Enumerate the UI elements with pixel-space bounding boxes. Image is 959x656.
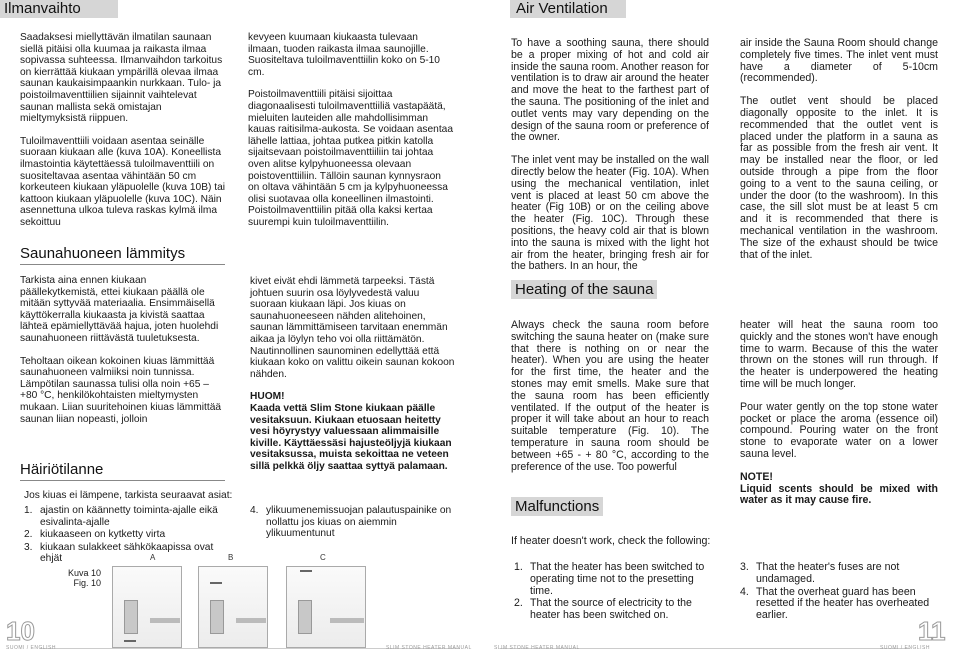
faults-list-fi-1 <box>24 505 229 566</box>
heading-heating-of-the-sauna: Heating of the sauna <box>511 281 657 299</box>
heading-air-ventilation: Air Ventilation <box>516 0 608 17</box>
list-item: 3. That the heater's fuses are not undamaged. <box>740 561 900 585</box>
paragraph: Tarkista aina ennen kiukaan päällekytkemistä, ettei kiukaan päällä ole mitään syttyvää materiaalia. Ensimmäisellä käyttökerralla kiukaasta ja kivistä saattaa lähteä epämiellyttävää hajua, joten huolehdi saunahuoneen riittävästä tuuletuksesta. <box>20 275 219 344</box>
figure-label-b: B <box>228 553 234 562</box>
figure-label-c: C <box>320 553 326 562</box>
paragraph: heater will heat the sauna room too quickly and the stones won't have enough time to warm. Because of this the water thrown on the stones will run through. If the heater is underpowered the heating time will be much longer. <box>740 319 938 390</box>
airflow-arrow-icon <box>124 640 136 642</box>
airflow-arrow-icon <box>210 582 222 584</box>
paragraph: Always check the sauna room before switching the sauna heater on (make sure that there is nothing on or near the heater). When you are using the heater for the first time, the heater and the stones may emit smells. Make sure that the sauna room has been efficiently ventilated. If the output of the heater is proper it will take about an hour to reach suitable temperature (Fig. 10). The temperature in sauna room should be between +65 - + 80 °C, according to the preference of the use. Too powerful <box>511 319 709 473</box>
faults-intro-en: If heater doesn't work, check the following: <box>511 535 711 547</box>
bench-illustration <box>150 618 180 623</box>
footer-language: SUOMI / ENGLISH <box>6 645 57 651</box>
heading-malfunctions: Malfunctions <box>511 498 603 516</box>
paragraph: kevyeen kuumaan kiukaasta tulevaan ilmaan, tuoden raikasta ilmaa saunojille. Suositeltava tuloilmaventtiilin koko on 5-10 cm. <box>248 32 440 78</box>
faults-list-en-2 <box>740 562 938 623</box>
page-number-right: 11 <box>918 616 946 646</box>
figure-caption: Kuva 10 Fig. 10 <box>68 568 102 588</box>
bench-illustration <box>236 618 266 623</box>
fi-ventilation-col2 <box>248 32 453 229</box>
warning-text: Kaada vettä Slim Stone kiukaan päälle vesitaksuun. Kiukaan etuosaan heitetty vesi höyrystyy valuessaan alimmaisille kiville. Käyttäessäsi hajusteöljyjä kiukaan vesitaksussa, muista sekoittaa ne veteen sillä pelkkä öljy saattaa syttyä palamaan. <box>250 402 452 472</box>
page-number-left: 10 <box>6 616 35 646</box>
list-item: 2. kiukaaseen on kytketty virta <box>24 529 166 541</box>
list-item: 4. ylikuumenemissuojan palautuspainike on nollattu jos kiuas on aiemmin ylikuumentunut <box>250 505 452 540</box>
list-item: 2. That the source of electricity to the heater has been switched on. <box>514 597 692 622</box>
heading-underline <box>20 264 225 265</box>
paragraph: Tuloilmaventtiili voidaan asentaa seinälle suoraan kiukaan alle (kuva 10A). Koneellista ilmastointia käytettäessä tuloilmaventtiili on suositeltavaa asentaa vähintään 50 cm korkeuteen kiukaan yläpuolelle (kuva 10B) tai kattoon kiukaan yläpuolelle (kuva 10C). Näin asennettuna ulkoa tuleva raskas kylmä ilma sekoittuu <box>20 135 226 228</box>
sauna-diagram-a <box>112 566 182 648</box>
heater-illustration <box>298 600 312 634</box>
paragraph: kivet eivät ehdi lämmetä tarpeeksi. Tästä johtuen suurin osa löylyvedestä valuu suoraan kiukaan läpi. Jos kiuas on saunahuoneeseen nähden alitehoinen, saunan lämmittämiseen tarvitaan enemmän aikaa ja löylyn teho voi olla riittämätön. Nautinnollinen saunominen edellyttää että kiukaan koko on valittu oikein saunan kokoon nähden. <box>250 276 455 380</box>
list-item: 4. That the overheat guard has been resetted if the heater has overheated earlier. <box>740 585 930 622</box>
fi-ventilation-col1 <box>20 32 225 229</box>
paragraph: The outlet vent should be placed diagonally opposite to the inlet. It is recommended that the outlet vent is placed under the platform in a sauna as far as possible from the fresh air vent. It may be installed near the floor, or led outside through a pipe from the floor going to a vent to the sauna ceiling, or under the door (to the washroom). In this case, the sill slot must be at least 5 cm and it is recommended that there is mechanical ventilation in the washroom. The size of the exhaust should be twice that of the inlet. <box>740 95 938 261</box>
heading-ilmanvaihto: Ilmanvaihto <box>4 0 81 17</box>
en-heating-col2 <box>740 320 938 507</box>
en-heating-col1 <box>511 320 709 473</box>
paragraph: To have a soothing sauna, there should be a proper mixing of hot and cold air inside the sauna room. Another reason for ventilation is to draw air around the heater and move the heat to the farthest part of the sauna. The positioning of the inlet and outlet vents may vary depending on the design of the sauna room or preference of the owner. <box>511 37 709 144</box>
sauna-diagram-b <box>198 566 268 648</box>
warning-text: Liquid scents should be mixed with water as it may cause fire. <box>740 482 938 507</box>
list-item: 1. ajastin on käännetty toiminta-ajalle eikä esivalinta-ajalle <box>24 505 218 528</box>
list-item: 3. kiukaan sulakkeet sähkökaapissa ovat ehjät <box>24 541 214 565</box>
figure-label-a: A <box>150 553 156 562</box>
bench-illustration <box>330 618 364 623</box>
warning-title: HUOM! <box>250 391 285 403</box>
paragraph: Teholtaan oikean kokoinen kiuas lämmittää saunahuoneen valmiiksi noin tunnissa. Lämpötilan saunassa tulisi olla noin +65 – +80 °C, henkilökohtaisten mieltymysten mukaan. Liian suuritehoinen kiuas lämmittää saunan liian nopeasti, jolloin <box>20 355 222 425</box>
fi-heating-col1 <box>20 275 225 425</box>
heater-illustration <box>210 600 224 634</box>
fi-heating-col2 <box>250 276 455 473</box>
en-ventilation-col1 <box>511 38 709 273</box>
airflow-arrow-icon <box>300 570 312 572</box>
heading-saunahuoneen-lammitys: Saunahuoneen lämmitys <box>20 245 186 262</box>
heading-underline <box>20 480 225 481</box>
warning-title: NOTE! <box>740 470 773 483</box>
heading-hairiotilanne: Häiriötilanne <box>20 461 104 478</box>
paragraph: Pour water gently on the top stone water pocket or place the aroma (essence oil) compound. Pouring water on the front stone to evaporate water on a lower sauna level. <box>740 400 938 460</box>
footer-language: SUOMI / ENGLISH <box>880 645 931 651</box>
paragraph: Poistoilmaventtiili pitäisi sijoittaa diagonaalisesti tuloilmaventtiiliä vastapäätä, mieluiten lauteiden alle mahdollisimman kauas raitisilma-aukosta. Se voidaan asentaa lähelle lattiaa, johtaa putkea pitkin katolla sijaitsevaan poistoilmaventtiiliin tai johtaa oven alitse kylpyhuoneessa olevaan poistoventtiiliin. Tällöin saunan kynnysraon on oltava vähintään 5 cm ja kylpyhuoneessa olisi suotavaa olla koneellinen ilmastointi. Poistoilmaventtiilin pitää olla kaksi kertaa suurempi kuin tuloilmaventtiilin. <box>248 89 453 228</box>
en-ventilation-col2 <box>740 38 938 261</box>
footer-manual-title: SLIM STONE HEATER MANUAL <box>494 645 580 651</box>
paragraph: The inlet vent may be installed on the wall directly below the heater (Fig. 10A). When using the mechanical ventilation, inlet vent is placed at least 50 cm above the heater (Fig 10B) or on the ceiling above the heater (Fig. 10C). Through these positions, the heavy cold air that is blown into the sauna is mixed with the light hot air from the heater, bringing fresh air for the bathers. In an hour, the <box>511 154 709 273</box>
faults-list-fi-2 <box>250 505 455 541</box>
paragraph: Saadaksesi miellyttävän ilmatilan saunaan siellä pitäisi olla kuumaa ja raikasta ilmaa sopivassa suhteessa. Ilmanvaihdon tarkoitus on kierrättää kiukaan ympärillä olevaa ilmaa saunan kaukaisimpaankin nurkkaan. Tulo- ja poistoilmaventtiilien sijainnit vaihtelevat saunan mallista sekä omistajan mieltymyksistä riippuen. <box>20 32 223 125</box>
heater-illustration <box>124 600 138 634</box>
list-item: 1. That the heater has been switched to operating time not to the presetting time. <box>514 561 705 597</box>
footer-manual-title: SLIM STONE HEATER MANUAL <box>386 645 472 651</box>
paragraph: air inside the Sauna Room should change completely five times. The inlet vent must have a diameter of 5-10cm (recommended). <box>740 37 938 85</box>
faults-intro-fi: Jos kiuas ei lämpene, tarkista seuraavat asiat: <box>24 490 233 501</box>
faults-list-en-1 <box>514 562 714 623</box>
